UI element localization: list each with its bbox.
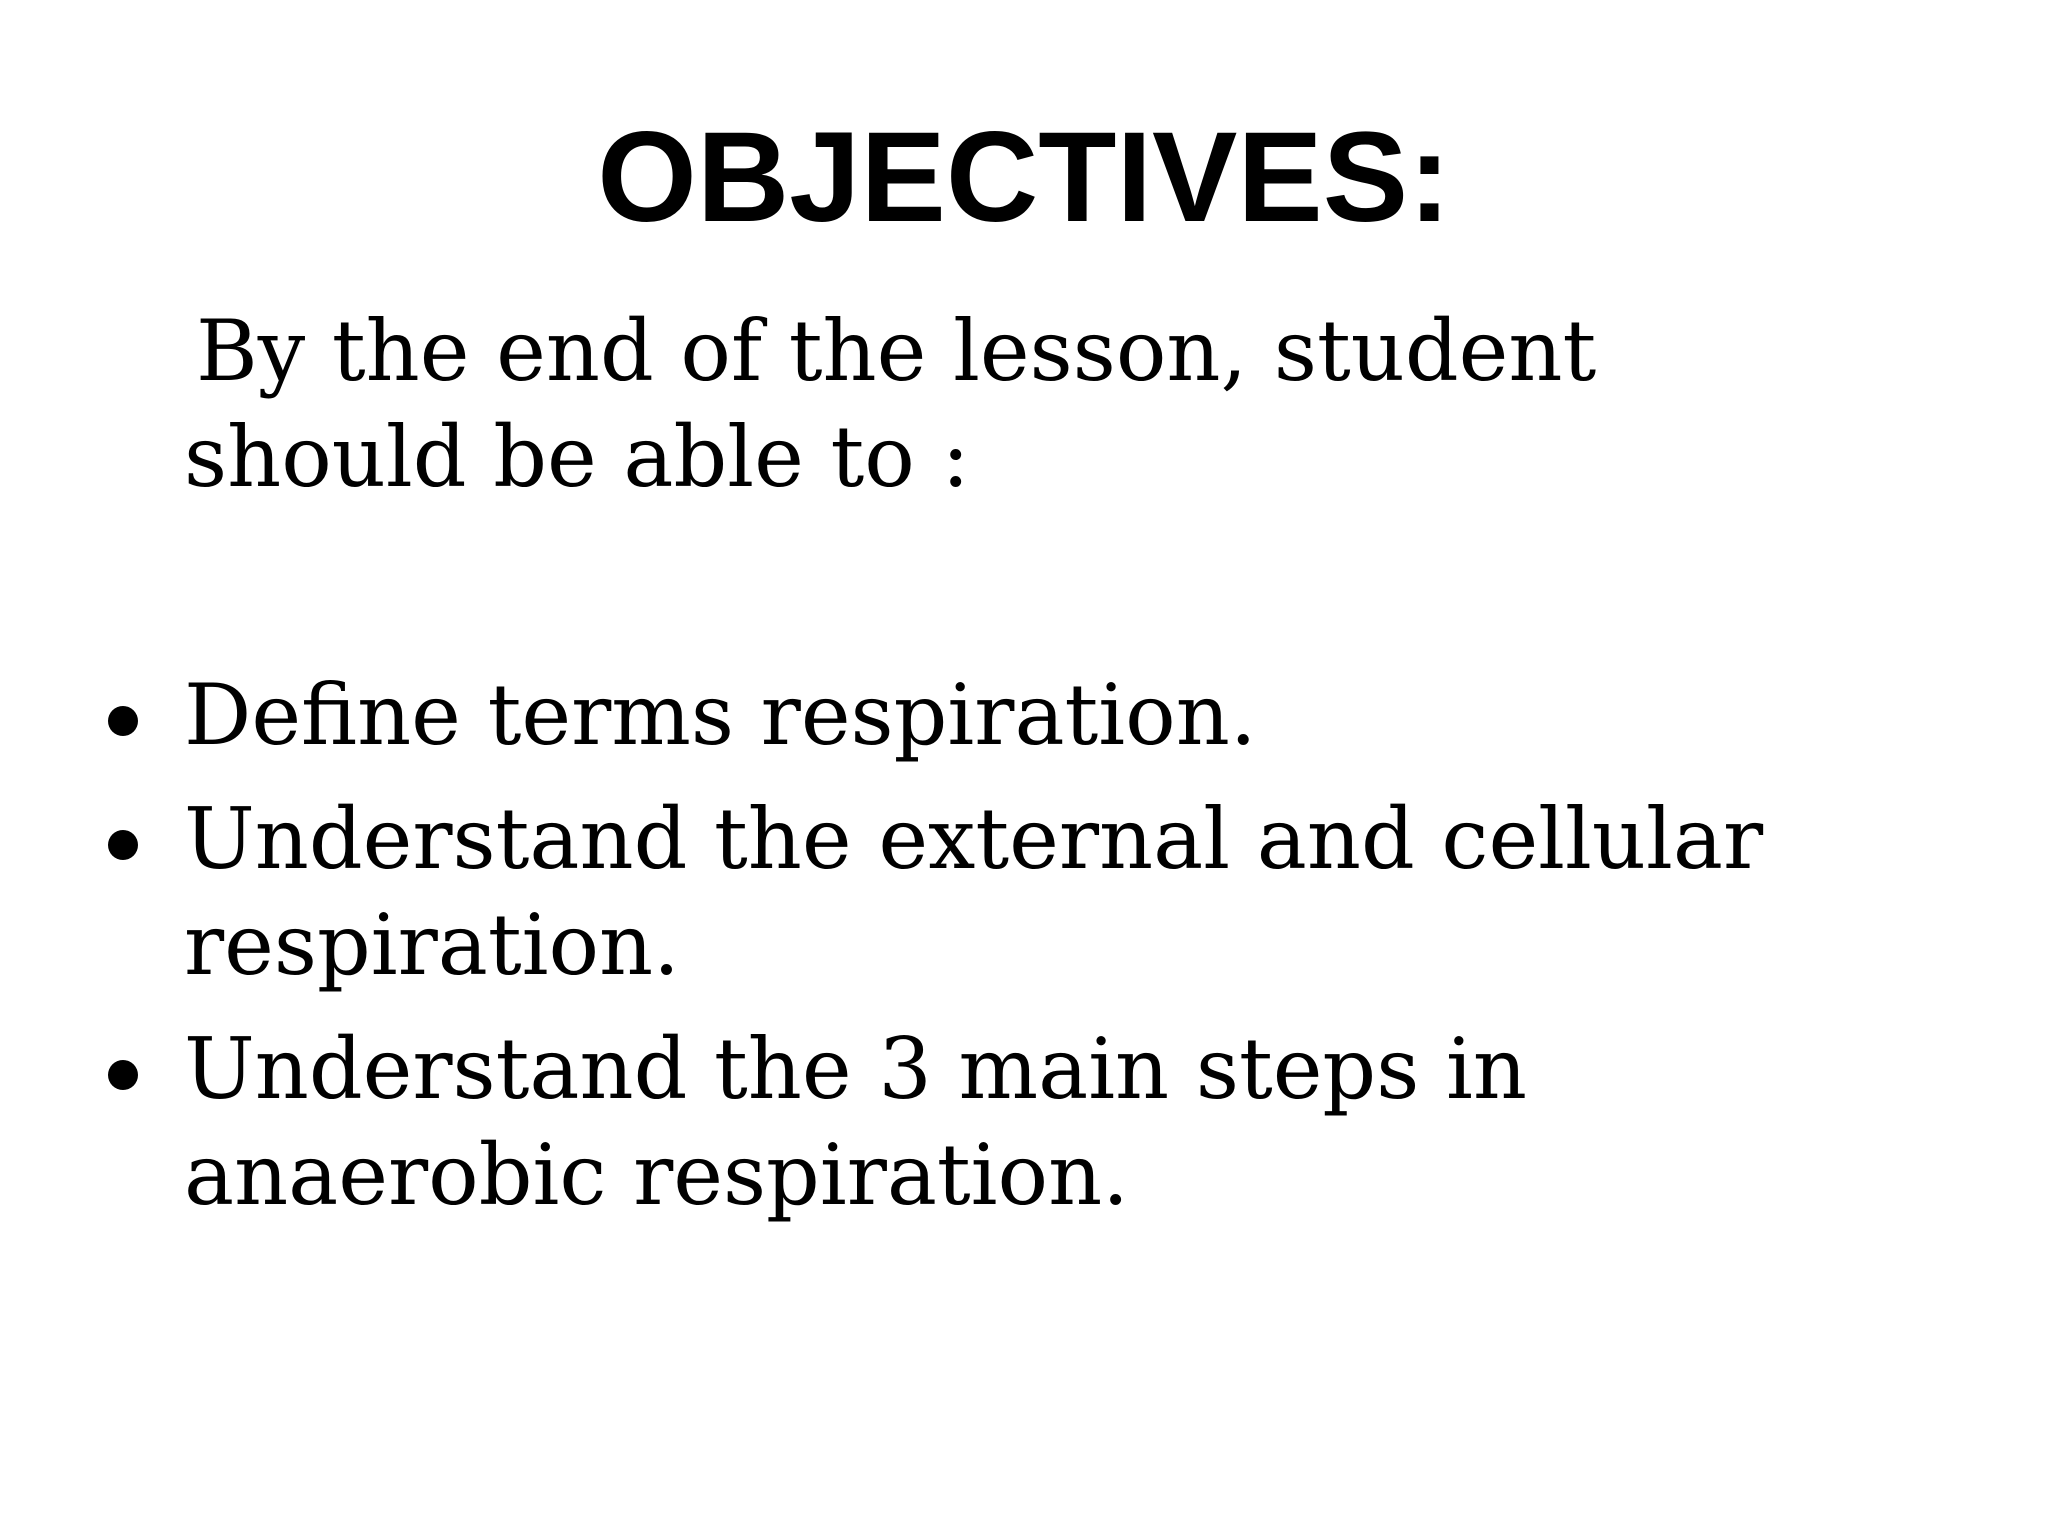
intro-text: By the end of the lesson, student should be able to : — [184, 302, 1597, 506]
bullet-icon — [108, 1060, 138, 1090]
bullet-icon — [108, 706, 138, 736]
objective-text: Define terms respiration. — [184, 666, 1257, 764]
slide-title: OBJECTIVES: — [597, 106, 1451, 249]
bullet-icon — [108, 830, 138, 860]
objective-text: Understand the 3 main steps in anaerobic respiration. — [184, 1020, 1527, 1224]
objective-item — [0, 786, 2048, 998]
objectives-list — [0, 662, 2048, 1246]
objective-item — [0, 662, 2048, 768]
objective-text: Understand the external and cellular respiration. — [184, 790, 1764, 994]
objective-item — [0, 1016, 2048, 1228]
